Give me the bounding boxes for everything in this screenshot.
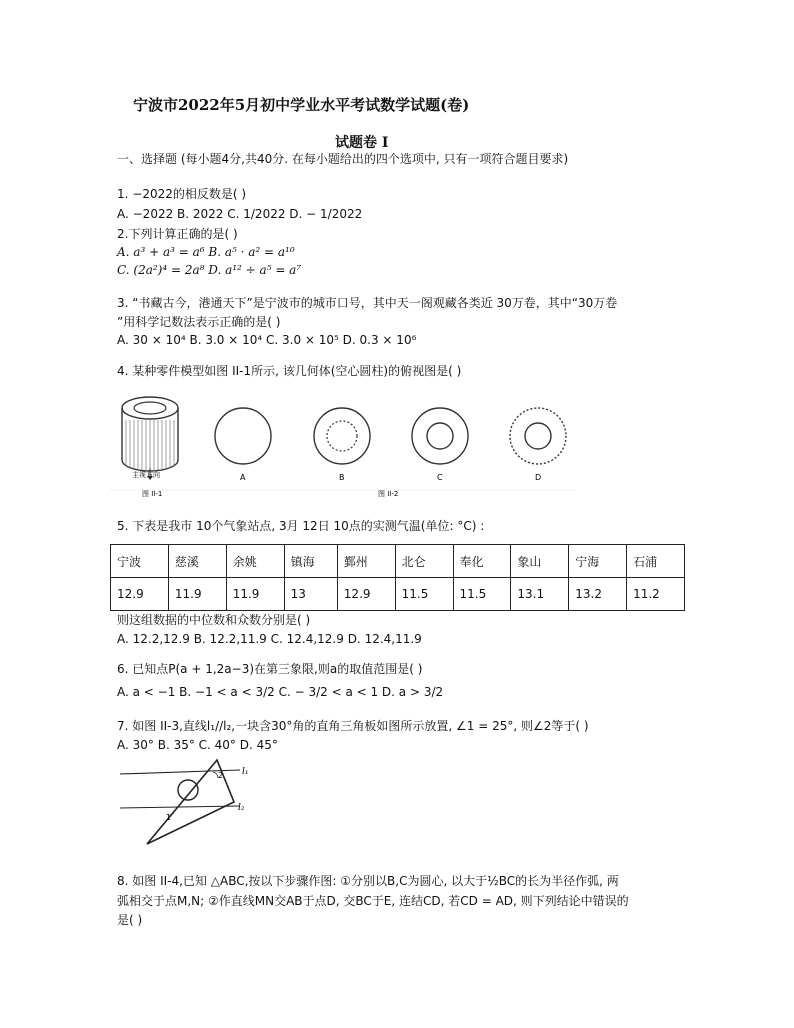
q1-options: A. −2022 B. 2022 C. 1/2022 D. − 1/2022 bbox=[117, 207, 363, 221]
q8-line3: 是( ) bbox=[117, 913, 143, 927]
temperature-table bbox=[110, 544, 685, 611]
option-c-label: C bbox=[437, 473, 443, 482]
table-cell-station: 象山 bbox=[511, 545, 569, 578]
table-cell-station: 奉化 bbox=[453, 545, 511, 578]
label-l2: l₂ bbox=[238, 803, 245, 813]
option-a-label: A bbox=[240, 473, 246, 482]
table-row-temps bbox=[111, 578, 685, 611]
table-row-stations bbox=[111, 545, 685, 578]
table-cell-station: 鄞州 bbox=[337, 545, 395, 578]
q6-stem: 6. 已知点P(a + 1,2a−3)在第三象限,则a的取值范围是( ) bbox=[117, 662, 423, 676]
q5-question: 则这组数据的中位数和众数分别是( ) bbox=[117, 613, 311, 627]
label-l1: l₁ bbox=[242, 767, 249, 777]
option-c-outer-circle bbox=[412, 408, 468, 464]
q4-stem: 4. 某种零件模型如图 II-1所示, 该几何体(空心圆柱)的俯视图是( ) bbox=[117, 364, 462, 378]
q7-figure bbox=[112, 756, 257, 846]
option-d-inner-circle bbox=[525, 423, 551, 449]
option-b-label: B bbox=[339, 473, 345, 482]
table-cell-temp: 11.5 bbox=[395, 578, 453, 611]
table-cell-station: 余姚 bbox=[226, 545, 284, 578]
option-a-solid-circle bbox=[215, 408, 271, 464]
q4-figure bbox=[110, 390, 580, 500]
q5-stem: 5. 下表是我市 10个气象站点, 3月 12日 10点的实测气温(单位: °C) : bbox=[117, 519, 485, 533]
option-b-dashed-inner-circle bbox=[327, 421, 357, 451]
table-cell-station: 镇海 bbox=[284, 545, 337, 578]
page-title: 宁波市2022年5月初中学业水平考试数学试题(卷) bbox=[133, 96, 470, 114]
q8-line1: 8. 如图 II-4,已知 △ABC,按以下步骤作图: ①分别以B,C为圆心, 以大于½BC的长为半径作弧, 两 bbox=[117, 874, 619, 888]
q2-stem: 2.下列计算正确的是( ) bbox=[117, 227, 238, 241]
q7-stem: 7. 如图 II-3,直线l₁//l₂,一块含30°角的直角三角板如图所示放置, ∠1 = 25°, 则∠2等于( ) bbox=[117, 719, 589, 733]
triangle-hole bbox=[178, 780, 198, 800]
table-cell-temp: 13 bbox=[284, 578, 337, 611]
q3-options: A. 30 × 10⁴ B. 3.0 × 10⁴ C. 3.0 × 10⁵ D. 0.3 × 10⁶ bbox=[117, 333, 417, 347]
table-cell-temp: 12.9 bbox=[111, 578, 169, 611]
section-header: 一、选择题 (每小题4分,共40分. 在每小题给出的四个选项中, 只有一项符合题目要求) bbox=[117, 152, 569, 166]
q2-options-row1: A. a³ + a³ = a⁶ B. a⁵ · a² = a¹⁰ bbox=[117, 245, 295, 259]
q8-line2: 弧相交于点M,N; ②作直线MN交AB于点D, 交BC于E, 连结CD, 若CD = AD, 则下列结论中错误的 bbox=[117, 894, 629, 908]
table-cell-temp: 11.2 bbox=[627, 578, 685, 611]
q1-stem: 1. −2022的相反数是( ) bbox=[117, 187, 247, 201]
table-cell-station: 宁波 bbox=[111, 545, 169, 578]
angle-2-label: 2 bbox=[218, 771, 224, 780]
q6-options: A. a < −1 B. −1 < a < 3/2 C. − 3/2 < a < 1 D. a > 3/2 bbox=[117, 685, 444, 699]
q3-stem-line1: 3. “书藏古今，港通天下”是宁波市的城市口号，其中天一阁观藏各类近 30万卷，其中“30万卷 bbox=[117, 296, 618, 310]
option-b-outer-circle bbox=[314, 408, 370, 464]
fig-ii-1-caption: 图 II-1 bbox=[142, 490, 163, 498]
table-cell-station: 石浦 bbox=[627, 545, 685, 578]
table-cell-temp: 11.9 bbox=[168, 578, 226, 611]
option-c-inner-circle bbox=[427, 423, 453, 449]
table-cell-temp: 13.2 bbox=[569, 578, 627, 611]
table-cell-station: 宁海 bbox=[569, 545, 627, 578]
table-cell-temp: 11.9 bbox=[226, 578, 284, 611]
angle-1-label: 1 bbox=[166, 813, 172, 822]
main-view-label: 主视方向 bbox=[132, 471, 160, 479]
table-cell-temp: 13.1 bbox=[511, 578, 569, 611]
q5-options: A. 12.2,12.9 B. 12.2,11.9 C. 12.4,12.9 D. 12.4,11.9 bbox=[117, 632, 422, 646]
table-cell-temp: 12.9 bbox=[337, 578, 395, 611]
table-cell-temp: 11.5 bbox=[453, 578, 511, 611]
option-d-dashed-outer-circle bbox=[510, 408, 566, 464]
hollow-cylinder-figure bbox=[122, 397, 178, 480]
fig-ii-2-caption: 图 II-2 bbox=[378, 490, 399, 498]
q3-stem-line2: ”用科学记数法表示正确的是( ) bbox=[117, 315, 281, 329]
table-cell-station: 北仑 bbox=[395, 545, 453, 578]
q7-options: A. 30° B. 35° C. 40° D. 45° bbox=[117, 738, 278, 752]
page-subtitle: 试题卷 I bbox=[335, 135, 389, 151]
q2-options-row2: C. (2a²)⁴ = 2a⁸ D. a¹² ÷ a⁵ = a⁷ bbox=[117, 263, 302, 277]
table-cell-station: 慈溪 bbox=[168, 545, 226, 578]
option-d-label: D bbox=[535, 473, 542, 482]
